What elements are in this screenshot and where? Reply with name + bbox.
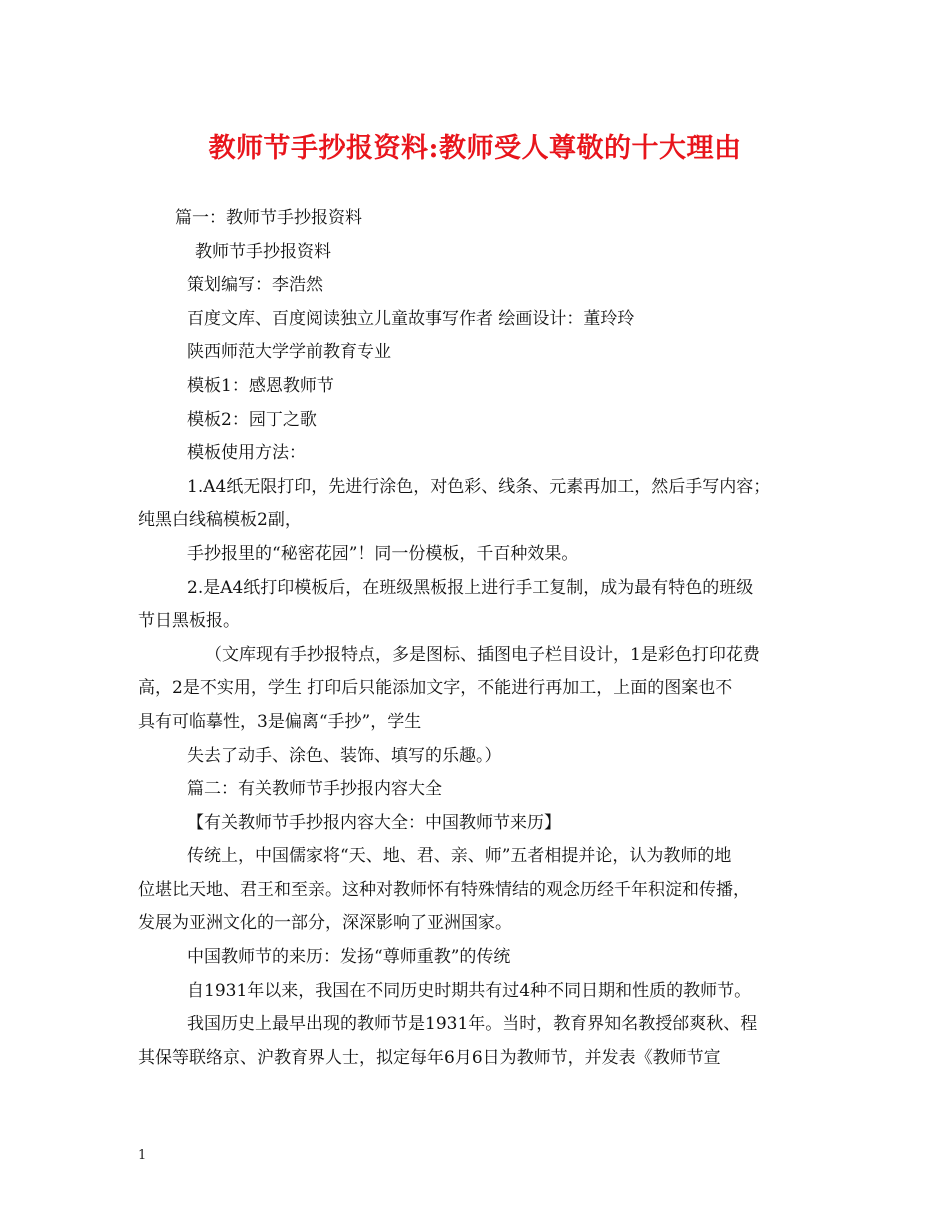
paragraph-line: 1.A4纸无限打印，先进行涂色，对色彩、线条、元素再加工，然后手写内容；	[187, 476, 771, 497]
document-body	[138, 202, 818, 1075]
paragraph-line: 模板使用方法：	[187, 443, 306, 464]
paragraph-line: 高，2是不实用，学生 打印后只能添加文字，不能进行再加工，上面的图案也不	[138, 678, 733, 699]
paragraph-line: 模板2：园丁之歌	[187, 409, 317, 430]
section-heading: 篇二：有关教师节手抄报内容大全	[187, 779, 442, 800]
paragraph-line: 其保等联络京、沪教育界人士，拟定每年6月6日为教师节，并发表《教师节宣	[138, 1047, 721, 1068]
paragraph-line: 模板1：感恩教师节	[187, 375, 334, 396]
document-title: 教师节手抄报资料:教师受人尊敬的十大理由	[208, 133, 742, 164]
paragraph-line: 纯黑白线稿模板2副，	[138, 510, 302, 531]
paragraph-line: 百度文库、百度阅读独立儿童故事写作者 绘画设计：董玲玲	[187, 308, 635, 329]
paragraph-line: 失去了动手、涂色、装饰、填写的乐趣。）	[187, 745, 502, 766]
subsection-heading: 【有关教师节手抄报内容大全：中国教师节来历】	[187, 812, 561, 833]
page-number: 1	[138, 1148, 147, 1163]
paragraph-line: 教师节手抄报资料	[195, 241, 331, 262]
paragraph-line: 手抄报里的“秘密花园”！同一份模板，千百种效果。	[187, 543, 579, 564]
paragraph-line: （文库现有手抄报特点，多是图标、插图电子栏目设计，1是彩色打印花费	[205, 644, 760, 665]
paragraph-line: 传统上，中国儒家将“天、地、君、亲、师”五者相提并论，认为教师的地	[187, 846, 732, 867]
paragraph-line: 2.是A4纸打印模板后，在班级黑板报上进行手工复制，成为最有特色的班级	[187, 577, 754, 598]
paragraph-line: 陕西师范大学学前教育专业	[187, 342, 391, 363]
section-heading: 篇一：教师节手抄报资料	[175, 208, 362, 228]
paragraph-line: 中国教师节的来历：发扬“尊师重教”的传统	[187, 947, 511, 968]
paragraph-line: 我国历史上最早出现的教师节是1931年。当时，教育界知名教授邰爽秋、程	[187, 1014, 758, 1035]
paragraph-line: 具有可临摹性，3是偏离“手抄”，学生	[138, 711, 422, 732]
paragraph-line: 策划编写：李浩然	[187, 275, 323, 296]
paragraph-line: 自1931年以来，我国在不同历史时期共有过4种不同日期和性质的教师节。	[187, 980, 752, 1001]
paragraph-line: 节日黑板报。	[138, 611, 240, 632]
paragraph-line: 位堪比天地、君王和至亲。这种对教师怀有特殊情结的观念历经千年积淀和传播，	[138, 879, 750, 900]
paragraph-line: 发展为亚洲文化的一部分，深深影响了亚洲国家。	[138, 913, 512, 934]
